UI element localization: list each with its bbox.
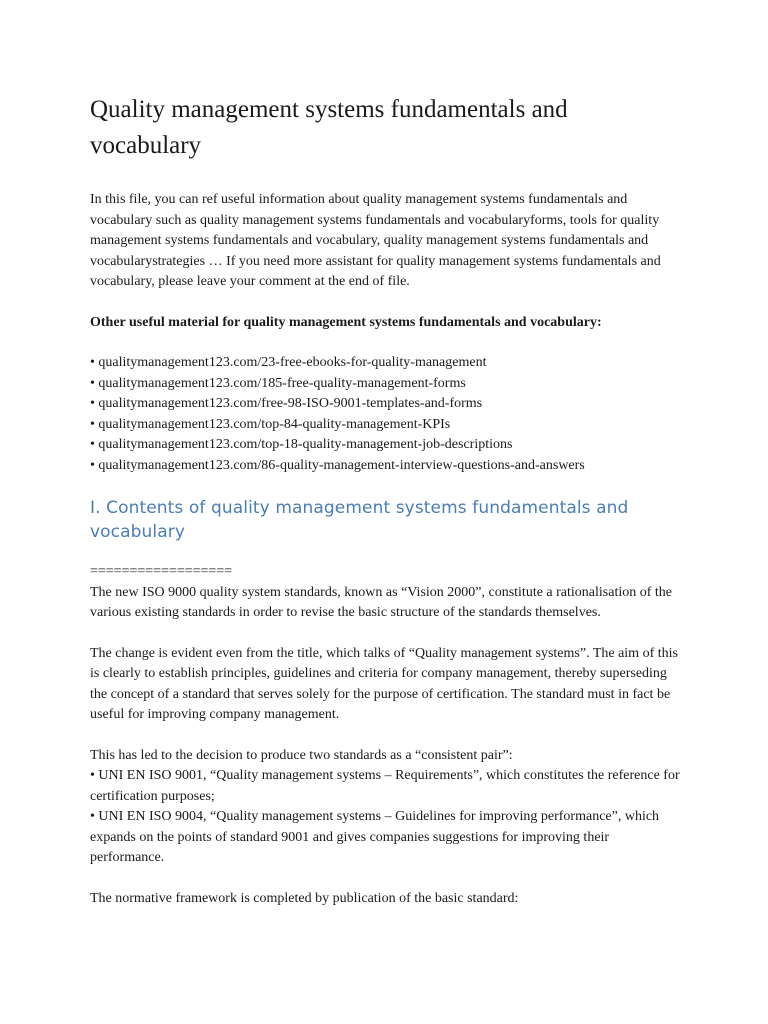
standard-item-text: UNI EN ISO 9001, “Quality management systems – Requirements”, which constitutes the reference for certification purposes; [90,768,680,804]
document-page [90,92,680,929]
list-item[interactable] [90,435,680,456]
list-item[interactable] [90,353,680,374]
body-paragraph-1: The new ISO 9000 quality system standards, known as “Vision 2000”, constitute a rationalisation of the various existing standards in order to revise the basic structure of the standards themselves. [90,584,672,620]
standard-item-text: UNI EN ISO 9004, “Quality management systems – Guidelines for improving performance”, which expands on the points of standard 9001 and gives companies suggestions for improving their performance. [90,809,660,865]
intro-paragraph: In this file, you can ref useful information about quality management systems fundamentals and vocabulary such as quality management systems fundamentals and vocabularyforms, tools for quality management systems fundamentals and vocabulary, quality management systems fundamentals and vocabularystrategies … If you need more assistant for quality management systems fundamentals and vocabulary, please leave your comment at the end of file. [90,192,661,289]
section-heading: I. Contents of quality management systems fundamentals and vocabulary [90,498,629,542]
list-item[interactable] [90,374,680,395]
link-text[interactable]: qualitymanagement123.com/86-quality-management-interview-questions-and-answers [98,457,585,473]
material-heading: Other useful material for quality management systems fundamentals and vocabulary: [90,314,602,330]
body-paragraph-2: The change is evident even from the title, which talks of “Quality management systems”. The aim of this is clearly to establish principles, guidelines and criteria for company management, thereby superseding the concept of a standard that serves solely for the purpose of certification. The standard must in fact be useful for improving company management. [90,645,678,722]
link-text[interactable]: qualitymanagement123.com/23-free-ebooks-for-quality-management [98,355,487,370]
body-paragraph-4: The normative framework is completed by publication of the basic standard: [90,890,519,906]
list-item[interactable] [90,394,680,415]
standard-item-9004 [90,807,680,869]
standard-item-9001 [90,766,680,807]
body-paragraph-3 [90,746,680,869]
link-text[interactable]: qualitymanagement123.com/185-free-quality-management-forms [98,375,466,391]
link-text[interactable]: qualitymanagement123.com/top-84-quality-management-KPIs [98,416,451,432]
link-text[interactable]: qualitymanagement123.com/top-18-quality-management-job-descriptions [98,437,513,452]
links-list [90,353,680,476]
link-text[interactable]: qualitymanagement123.com/free-98-ISO-9001-templates-and-forms [98,396,483,411]
separator-line: ================== [90,564,233,579]
list-item[interactable] [90,456,680,477]
document-title: Quality management systems fundamentals and vocabulary [90,96,568,159]
list-item[interactable] [90,415,680,436]
paragraph-lead: This has led to the decision to produce two standards as a “consistent pair”: [90,747,513,763]
